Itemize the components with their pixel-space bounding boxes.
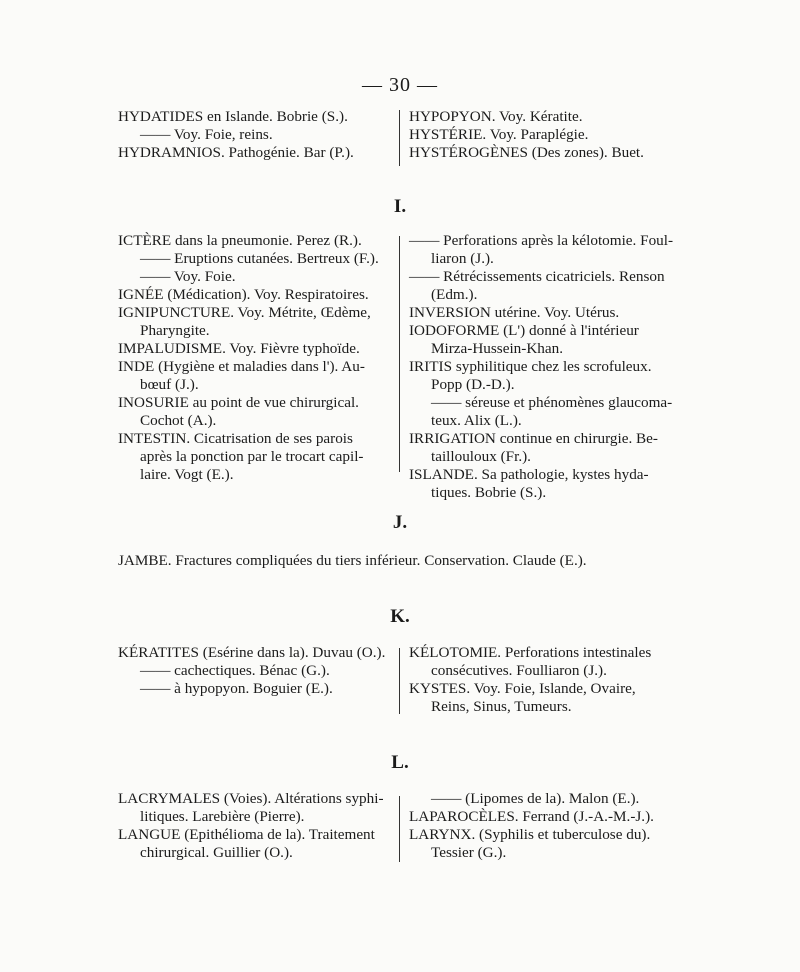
entry-irrigation-cont: taillouloux (Fr.).	[431, 448, 531, 465]
entry-ignipuncture: IGNIPUNCTURE. Voy. Métrite, Œdème,	[118, 304, 371, 321]
entry-inde: INDE (Hygiène et maladies dans l'). Au-	[118, 358, 365, 375]
entry-inversion: INVERSION utérine. Voy. Utérus.	[409, 304, 620, 321]
section-letter-k: K.	[390, 606, 410, 627]
column-divider	[399, 648, 400, 714]
entry-iritis-cont: Popp (D.-D.).	[431, 376, 515, 393]
entry-iodoforme-cont: Mirza-Hussein-Khan.	[431, 340, 564, 357]
entry-kystes-cont: Reins, Sinus, Tumeurs.	[431, 698, 572, 715]
column-divider	[399, 236, 400, 472]
section-h-left-column	[118, 108, 392, 162]
entry-iritis-sereuse: —— séreuse et phénomènes glaucoma-	[431, 394, 673, 411]
entry-inosurie: INOSURIE au point de vue chirurgical.	[118, 394, 359, 411]
entry-irrigation: IRRIGATION continue en chirurgie. Be-	[409, 430, 658, 447]
entry-kelotomie: KÉLOTOMIE. Perforations intestinales	[409, 644, 652, 661]
entry-iodoforme: IODOFORME (L') donné à l'intérieur	[409, 322, 639, 339]
entry-intestin-cont-1: après la ponction par le trocart capil-	[140, 448, 364, 465]
entry-langue-cont: chirurgical. Guillier (O.).	[140, 844, 293, 861]
entry-lacrymales-cont: litiques. Larebière (Pierre).	[140, 808, 305, 825]
section-h-right-column	[409, 108, 681, 162]
section-letter-i: I.	[393, 196, 407, 217]
entry-ictere: ICTÈRE dans la pneumonie. Perez (R.).	[118, 232, 362, 249]
entry-intestin-cont-2: laire. Vogt (E.).	[140, 466, 234, 483]
entry-larynx: LARYNX. (Syphilis et tuberculose du).	[409, 826, 651, 843]
entry-retrecissements: —— Rétrécissements cicatriciels. Renson	[409, 268, 665, 285]
section-letter-j: J.	[392, 512, 408, 533]
entry-laparoceles: LAPAROCÈLES. Ferrand (J.-A.-M.-J.).	[409, 808, 654, 825]
entry-lacrymales: LACRYMALES (Voies). Altérations syphi-	[118, 790, 384, 807]
section-letter-l: L.	[391, 752, 409, 773]
entry-iritis: IRITIS syphilitique chez les scrofuleux.	[409, 358, 652, 375]
section-i-right-column	[409, 232, 681, 502]
entry-larynx-cont: Tessier (G.).	[431, 844, 507, 861]
entry-jambe: JAMBE. Fractures compliquées du tiers inférieur. Conservation. Claude (E.).	[118, 552, 587, 569]
entry-islande-cont: tiques. Bobrie (S.).	[431, 484, 547, 501]
entry-kelotomie-cont: consécutives. Foulliaron (J.).	[431, 662, 607, 679]
entry-ictere-eruptions: —— Eruptions cutanées. Bertreux (F.).	[140, 250, 379, 267]
entry-intestin: INTESTIN. Cicatrisation de ses parois	[118, 430, 353, 447]
entry-retrecissements-cont: (Edm.).	[431, 286, 478, 303]
entry-hysterie: HYSTÉRIE. Voy. Paraplégie.	[409, 126, 589, 143]
entry-inde-cont: bœuf (J.).	[140, 376, 199, 393]
entry-inosurie-cont: Cochot (A.).	[140, 412, 217, 429]
section-l-left-column	[118, 790, 392, 862]
entry-keratites: KÉRATITES (Esérine dans la). Duvau (O.).	[118, 644, 386, 661]
entry-kystes: KYSTES. Voy. Foie, Islande, Ovaire,	[409, 680, 636, 697]
column-divider	[399, 796, 400, 862]
entry-perforations: —— Perforations après la kélotomie. Foul-	[409, 232, 674, 249]
entry-impaludisme: IMPALUDISME. Voy. Fièvre typhoïde.	[118, 340, 360, 357]
entry-hydatides-voy: —— Voy. Foie, reins.	[140, 126, 273, 143]
entry-hypopyon: HYPOPYON. Voy. Kératite.	[409, 108, 583, 125]
entry-hydatides: HYDATIDES en Islande. Bobrie (S.).	[118, 108, 348, 125]
column-divider	[399, 110, 400, 166]
entry-ignee: IGNÉE (Médication). Voy. Respiratoires.	[118, 286, 369, 303]
entry-islande: ISLANDE. Sa pathologie, kystes hyda-	[409, 466, 649, 483]
section-k-left-column	[118, 644, 392, 698]
entry-hysterogenes: HYSTÉROGÈNES (Des zones). Buet.	[409, 144, 644, 161]
section-k-right-column	[409, 644, 681, 716]
entry-iritis-sereuse-cont: teux. Alix (L.).	[431, 412, 522, 429]
section-i-left-column	[118, 232, 392, 484]
entry-langue: LANGUE (Epithélioma de la). Traitement	[118, 826, 375, 843]
page-number: — 30 —	[362, 74, 438, 96]
entry-ictere-voy: —— Voy. Foie.	[140, 268, 236, 285]
entry-perforations-cont: liaron (J.).	[431, 250, 494, 267]
entry-keratites-cachectiques: —— cachectiques. Bénac (G.).	[140, 662, 330, 679]
entry-lipomes: —— (Lipomes de la). Malon (E.).	[431, 790, 640, 807]
entry-keratites-hypopyon: —— à hypopyon. Boguier (E.).	[140, 680, 333, 697]
section-l-right-column	[409, 790, 681, 862]
entry-ignipuncture-cont: Pharyngite.	[140, 322, 210, 339]
entry-hydramnios: HYDRAMNIOS. Pathogénie. Bar (P.).	[118, 144, 354, 161]
